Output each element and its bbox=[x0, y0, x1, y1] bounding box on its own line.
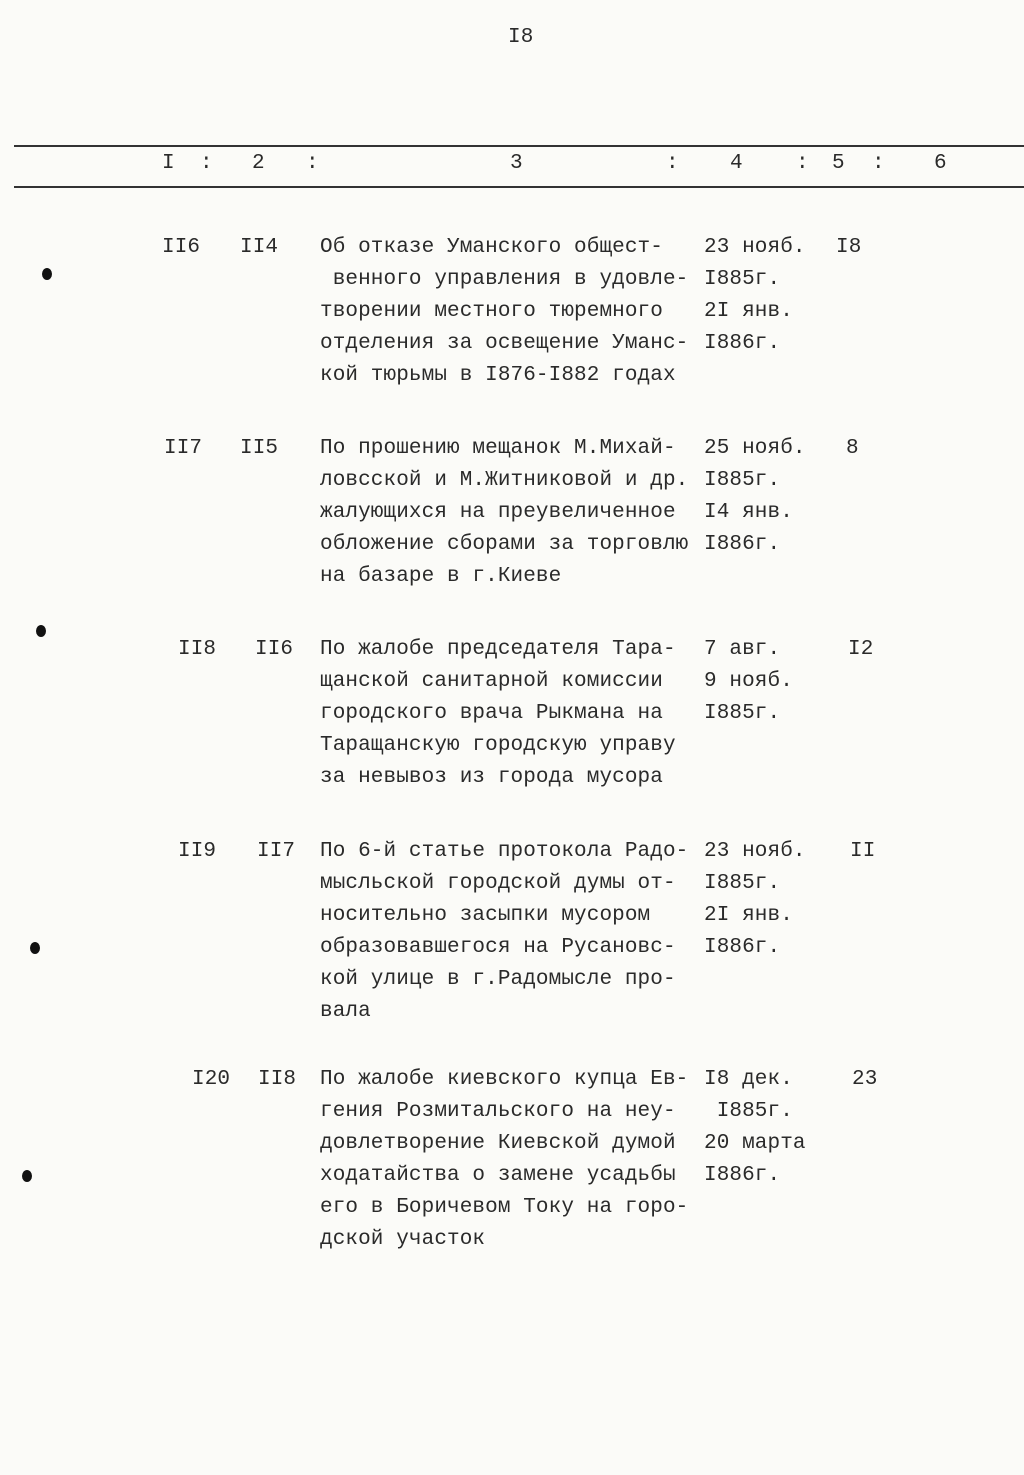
description-line: Об отказе Уманского общест- bbox=[320, 236, 663, 259]
description-line: обложение сборами за торговлю bbox=[320, 533, 689, 556]
entry-number: II6 bbox=[162, 236, 201, 259]
date-line: I885г. bbox=[704, 268, 781, 291]
date-line: 2I янв. bbox=[704, 300, 793, 323]
header-col-2: 2 bbox=[252, 152, 265, 175]
description-line: отделения за освещение Уманс- bbox=[320, 332, 689, 355]
date-line: I885г. bbox=[704, 1100, 793, 1123]
header-top-rule bbox=[14, 145, 1024, 147]
date-line: I885г. bbox=[704, 702, 781, 725]
description-line: дской участок bbox=[320, 1228, 486, 1251]
punch-hole-mark bbox=[22, 1170, 32, 1182]
header-sep: : bbox=[200, 152, 213, 175]
description-line: По прошению мещанок М.Михай- bbox=[320, 437, 676, 460]
date-line: I886г. bbox=[704, 533, 781, 556]
header-col-6: 6 bbox=[934, 152, 947, 175]
header-sep: : bbox=[872, 152, 885, 175]
description-line: ходатайства о замене усадьбы bbox=[320, 1164, 676, 1187]
description-line: вала bbox=[320, 1000, 371, 1023]
header-col-3: 3 bbox=[510, 152, 523, 175]
description-line: творении местного тюремного bbox=[320, 300, 663, 323]
description-line: По жалобе киевского купца Ев- bbox=[320, 1068, 689, 1091]
description-line: кой тюрьмы в I876-I882 годах bbox=[320, 364, 676, 387]
header-col-4: 4 bbox=[730, 152, 743, 175]
sheet-count: II bbox=[850, 840, 876, 863]
date-line: I885г. bbox=[704, 469, 781, 492]
description-line: кой улице в г.Радомысле про- bbox=[320, 968, 676, 991]
file-number: II6 bbox=[255, 638, 294, 661]
header-col-5: 5 bbox=[832, 152, 845, 175]
file-number: II5 bbox=[240, 437, 279, 460]
description-line: жалующихся на преувеличенное bbox=[320, 501, 676, 524]
description-line: образовавшегося на Русановс- bbox=[320, 936, 676, 959]
description-line: на базаре в г.Киеве bbox=[320, 565, 562, 588]
description-line: ловсской и М.Житниковой и др. bbox=[320, 469, 689, 492]
header-sep: : bbox=[306, 152, 319, 175]
date-line: 25 нояб. bbox=[704, 437, 806, 460]
description-line: мысльской городской думы от- bbox=[320, 872, 676, 895]
sheet-count: I2 bbox=[848, 638, 874, 661]
date-line: 23 нояб. bbox=[704, 236, 806, 259]
entry-number: II9 bbox=[178, 840, 217, 863]
date-line: 7 авг. bbox=[704, 638, 781, 661]
date-line: I886г. bbox=[704, 936, 781, 959]
file-number: II7 bbox=[257, 840, 296, 863]
entry-number: II8 bbox=[178, 638, 217, 661]
description-line: венного управления в удовле- bbox=[320, 268, 689, 291]
header-bottom-rule bbox=[14, 186, 1024, 188]
punch-hole-mark bbox=[36, 625, 46, 637]
file-number: II4 bbox=[240, 236, 279, 259]
page-number: I8 bbox=[508, 26, 534, 49]
date-line: I8 дек. bbox=[704, 1068, 793, 1091]
date-line: 20 марта bbox=[704, 1132, 806, 1155]
date-line: 2I янв. bbox=[704, 904, 793, 927]
entry-number: II7 bbox=[164, 437, 203, 460]
header-col-1: I bbox=[162, 152, 175, 175]
description-line: гения Розмитальского на неу- bbox=[320, 1100, 676, 1123]
punch-hole-mark bbox=[42, 268, 52, 280]
header-sep: : bbox=[796, 152, 809, 175]
description-line: носительно засыпки мусором bbox=[320, 904, 651, 927]
date-line: I4 янв. bbox=[704, 501, 793, 524]
sheet-count: 8 bbox=[846, 437, 859, 460]
punch-hole-mark bbox=[30, 942, 40, 954]
date-line: 9 нояб. bbox=[704, 670, 793, 693]
description-line: его в Боричевом Току на горо- bbox=[320, 1196, 689, 1219]
description-line: По 6-й статье протокола Радо- bbox=[320, 840, 689, 863]
date-line: 23 нояб. bbox=[704, 840, 806, 863]
description-line: По жалобе председателя Тара- bbox=[320, 638, 676, 661]
date-line: I885г. bbox=[704, 872, 781, 895]
description-line: за невывоз из города мусора bbox=[320, 766, 663, 789]
description-line: городского врача Рыкмана на bbox=[320, 702, 663, 725]
description-line: щанской санитарной комиссии bbox=[320, 670, 663, 693]
date-line: I886г. bbox=[704, 1164, 781, 1187]
description-line: довлетворение Киевской думой bbox=[320, 1132, 676, 1155]
header-sep: : bbox=[666, 152, 679, 175]
entry-number: I20 bbox=[192, 1068, 231, 1091]
file-number: II8 bbox=[258, 1068, 297, 1091]
sheet-count: 23 bbox=[852, 1068, 878, 1091]
description-line: Таращанскую городскую управу bbox=[320, 734, 676, 757]
sheet-count: I8 bbox=[836, 236, 862, 259]
date-line: I886г. bbox=[704, 332, 781, 355]
